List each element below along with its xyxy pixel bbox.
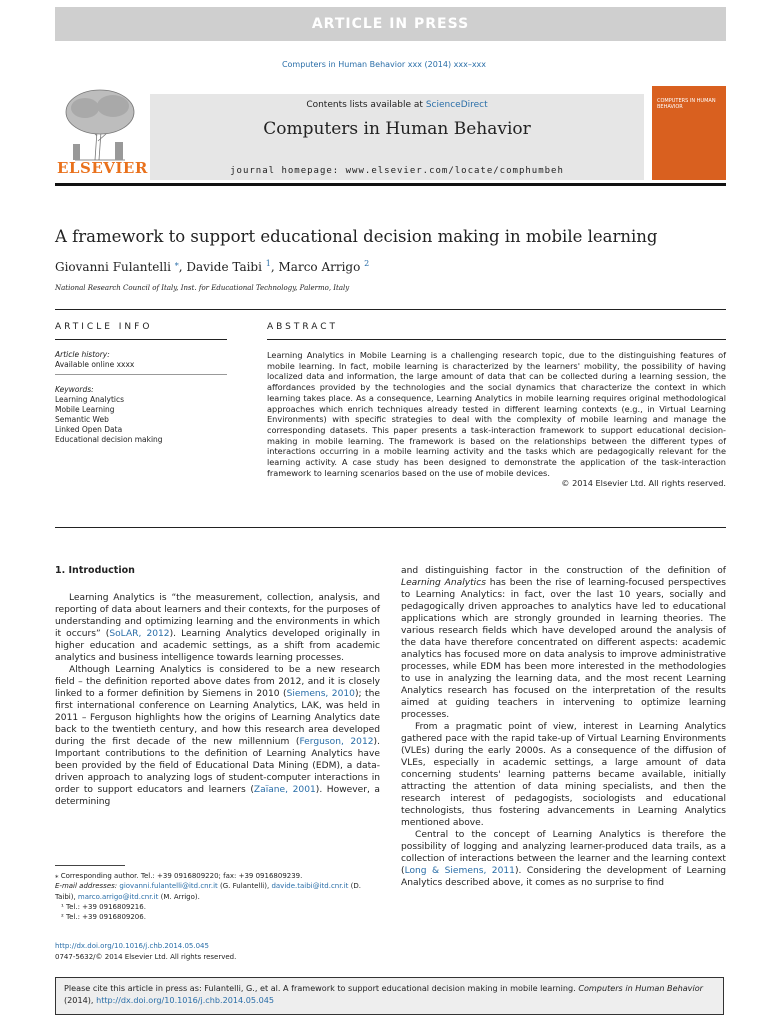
keyword: Linked Open Data [55,425,123,434]
body-column-right [401,565,726,889]
text-run: Learning Analytics is “the measurement, collection, analysis, and reporting of data about learners and their contexts, for the purposes of understanding and optimizing learning and the environments in which it occurs” ( [55,593,380,639]
cite-doi-link[interactable]: http://dx.doi.org/10.1016/j.chb.2014.05.045 [96,994,275,1005]
affiliation: National Research Council of Italy, Inst. for Educational Technology, Palermo, Italy [55,284,350,292]
contents-line [150,100,644,110]
keywords-label: Keywords: [55,385,94,394]
paragraph [55,592,380,664]
abstract-copyright: © 2014 Elsevier Ltd. All rights reserved. [561,478,726,489]
emphasis: Learning Analytics [401,578,486,588]
history-label: Article history: [55,350,110,359]
issn-line: 0747-5632/© 2014 Elsevier Ltd. All rights reserved. [55,952,237,961]
article-in-press-banner [55,7,726,41]
journal-header [55,86,726,186]
doi-block [55,941,236,962]
text-run: ); the first international conference on Learning Analytics, LAK, was held in 2011 – Ferguson highlights how the origins of Learning Analytics date back to the twentieth century, and how this research area developed during the first decade of the new millennium ( [55,689,380,747]
divider [55,527,726,528]
author-list: Giovanni Fulantelli ⁎, Davide Taibi $^1$, Marco Arrigo $^2$ [55,259,370,274]
citation-link[interactable]: Siemens, 2010 [286,689,355,699]
journal-title[interactable]: Computers in Human Behavior [263,119,531,139]
citation-box [55,977,724,1015]
abstract-heading: ABSTRACT [267,322,339,332]
divider [55,339,227,340]
footnote-1: ¹ Tel.: +39 0916809216. [61,902,146,911]
paragraph [55,664,380,808]
tree-icon [55,86,147,164]
author-footnote-mark[interactable]: 1 [265,259,271,268]
cover-title: COMPUTERS IN HUMAN BEHAVIOR [657,98,716,110]
email-label: E-mail addresses: [55,882,120,891]
journal-homepage[interactable]: journal homepage: www.elsevier.com/locate/comphumbeh [230,166,564,176]
sciencedirect-link[interactable]: ScienceDirect [425,100,488,110]
keyword: Educational decision making [55,435,163,444]
journal-info-panel [150,94,644,180]
email-note [55,881,380,902]
history-value: Available online xxxx [55,360,135,369]
footnote-2: ² Tel.: +39 0916809206. [61,913,146,922]
citation-link[interactable]: Long & Siemens, 2011 [404,866,515,876]
contents-prefix: Contents lists available at [306,100,426,110]
email-link[interactable]: giovanni.fulantelli@itd.cnr.it [119,882,218,891]
abstract-body [267,350,726,489]
keywords-block [55,385,163,445]
journal-reference-link[interactable]: Computers in Human Behavior xxx (2014) xxx–xxx [281,60,487,69]
divider [55,309,726,310]
author-name: Giovanni Fulantelli [55,260,171,274]
text-run: (G. Fulantelli), [217,882,272,891]
email-link[interactable]: davide.taibi@itd.cnr.it [271,882,349,891]
divider [55,374,227,375]
text-run: and distinguishing factor in the construction of the definition of [401,566,726,576]
publisher-logo-text: ELSEVIER [57,159,148,177]
text-run: ). However, a determining [55,785,381,807]
text-run: Central to the concept of Learning Analytics is therefore the possibility of logging and analyzing learner-produced data trails, as a collection of interactions between the learner and the learning context ( [401,830,726,876]
text-run: (M. Arrigo). [158,892,200,901]
elsevier-logo[interactable] [55,86,147,180]
footnotes [55,871,380,922]
journal-cover-thumbnail[interactable] [652,86,726,180]
text-run: has been the rise of learning-focused perspectives to Learning Analytics: in fact, over the last 10 years, socially and pedagogically driven approaches to analytics have led to educational applications which are strongly grounded in learning theories. The various research fields which have developed around the analysis of the data have therefore concentrated on different aspects: academic analytics has focused more on data analysis to improve administrative processes, while EDM has been more interested in the methodologies to use in analyzing the learning data, and the most recent Learning Analytics research has focused on the interpretation of the results aimed at guiding teachers in intervening to optimize learning processes. [401,578,727,720]
author-name: Davide Taibi [186,260,262,274]
corresponding-author-note: ⁎ Corresponding author. Tel.: +39 0916809220; fax: +39 0916809239. [55,872,303,880]
footnote-divider [55,865,125,866]
email-link[interactable]: marco.arrigo@itd.cnr.it [77,892,159,901]
author-footnote-mark[interactable]: 2 [364,259,370,268]
article-history [55,350,134,370]
cite-journal: Computers in Human Behavior [578,983,703,993]
article-title: A framework to support educational decision making in mobile learning [55,227,658,246]
section-heading: 1. Introduction [55,565,135,576]
text-run: (D. Taibi), [55,882,361,901]
author-name: Marco Arrigo [278,260,361,274]
citation-link[interactable]: SoLAR, 2012 [109,629,170,639]
text-run: ). Learning Analytics developed originally in higher education and academic settings, as a shift from academic analytics and business intelligence towards learning processes. [55,629,381,663]
keyword: Semantic Web [55,415,109,424]
divider [267,339,726,340]
body-column-left [55,565,380,808]
paragraph [401,829,726,889]
abstract-text: Learning Analytics in Mobile Learning is a challenging research topic, due to the distinguishing features of mobile learning. In fact, mobile learning is characterized by the learners' mobility, the possibility of having localized data and information, the large amount of data that can be collected during a learning session, the affordances provided by the technologies and the social dynamics that characterize the context in which learning takes place. As a consequence, Learning Analytics in mobile learning requires original methodological approaches which enrich techniques already tested in different learning contexts (e.g., in Virtual Learning Environments) with specific strategies to deal with the complexity of mobile learning and manage the corresponding datasets. This paper presents a task-interaction framework to support educational decision-making in mobile learning. The framework is based on the relationships between the different types of interactions occurring in a mobile learning activity and the tasks which are pedagogically relevant for the learning activity. A case study has been designed to demonstrate the application of the task-interaction framework to learning scenarios based on the use of mobile devices. [267,350,726,478]
citation-link[interactable]: Ferguson, 2012 [299,737,374,747]
banner-text: ARTICLE IN PRESS [311,16,470,32]
citation-link[interactable]: Zaïane, 2001 [253,785,316,795]
author-footnote-mark[interactable]: ⁎ [174,259,179,268]
keyword: Mobile Learning [55,405,115,414]
doi-link[interactable]: http://dx.doi.org/10.1016/j.chb.2014.05.045 [55,942,209,950]
text-run: Please cite this article in press as: Fulantelli, G., et al. A framework to support educational decision making in mobile learning. [64,983,579,993]
text-run: ). Considering the development of Learning Analytics described above, it comes as no surprise to find [401,866,726,888]
paragraph: From a pragmatic point of view, interest in Learning Analytics gathered pace with the rapid take-up of Virtual Learning Environments (VLEs) during the early 2000s. As a consequence of the diffusion of VLEs, especially in academic settings, a large amount of data concerning students' learning patterns became available, initially attracting the attention of data mining specialists, and then the research interest of pedagogists, sociologists and educational technologists, thus fostering advancements in Learning Analytics mentioned above. [401,722,726,828]
text-run: ). Important contributions to the definition of Learning Analytics have been provided by the field of Educational Data Mining (EDM), a data-driven approach to analyzing logs of student-computer interactions in order to support educators and learners ( [55,737,380,795]
text-run: (2014), [64,994,97,1005]
text-run: Although Learning Analytics is considered to be a new research field – the definition reported above dates from 2012, and it is closely linked to a former definition by Siemens in 2010 ( [55,665,380,699]
paragraph [401,565,726,721]
article-info-heading: ARTICLE INFO [55,322,153,332]
keyword: Learning Analytics [55,395,125,404]
